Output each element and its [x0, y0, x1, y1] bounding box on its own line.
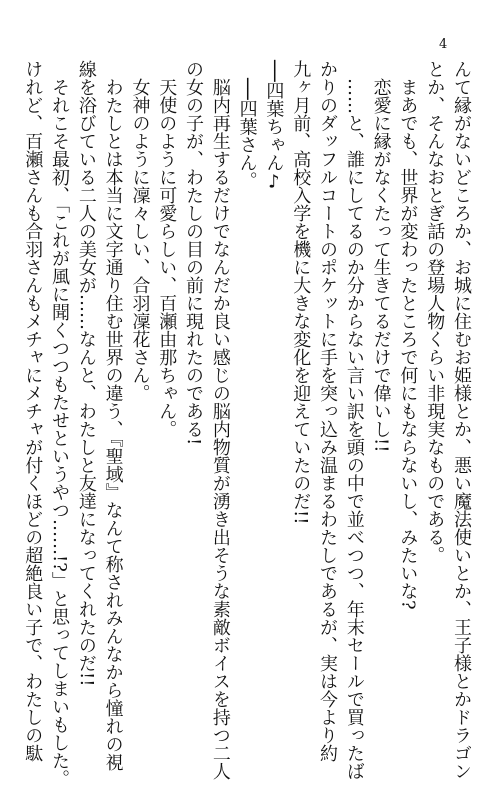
text-line: んて縁がないどころか、お城に住むお姫様とか、悪い魔法使いとか、王子様とかドラゴン — [451, 60, 472, 780]
text-line: 天使のように可愛らしい、百瀬由那ちゃん。 — [156, 78, 178, 438]
text-line: まあでも、世界が変わったところで何にもならないし、みたいな? — [397, 78, 419, 610]
text-line: 女神のように凜々しい、合羽凜花さん。 — [129, 78, 151, 402]
text-line: けれど、百瀬さんも合羽さんもメチャにメチャが付くほどの超絶良い子で、わたしの駄 — [22, 60, 44, 762]
text-line: 九ヶ月前、高校入学を機に大きな変化を迎えていたのだ!! — [290, 60, 312, 525]
text-line: かりのダッフルコートのポケットに手を突っ込み温まるわたしであるが、実は今より約 — [317, 60, 339, 762]
text-line: ──四葉さん。 — [236, 78, 258, 190]
text-line: それこそ最初、「これが風に聞くつつもたせというやつ……!?」と思ってしまいもした。 — [49, 78, 71, 788]
vertical-text-body — [22, 60, 474, 788]
text-line: とか、そんなおとぎ話の登場人物くらい非現実なものである。 — [424, 60, 446, 564]
text-line: ……と、誰にしてるのか分からない言い訳を頭の中で並べつつ、年末セールで買ったば — [343, 78, 365, 780]
text-line: わたしとは本当に文字通り住む世界の違う、『聖域』なんて称されみんなから憧れの視 — [102, 78, 124, 771]
text-line: 脳内再生するだけでなんだか良い感じの脳内物質が湧き出そうな素敵ボイスを持つ二人 — [209, 78, 231, 780]
text-line: の女の子が、わたしの目の前に現れたのである! — [183, 60, 205, 446]
text-line: ──四葉ちゃん♪ — [263, 60, 285, 193]
text-line: 線を浴びている二人の美女が……なんと、わたしと友達になってくれたのだ!! — [75, 60, 97, 687]
page-number: 4 — [439, 37, 448, 52]
text-line: 恋愛に縁がなくたって生きてるだけで偉いし!! — [370, 78, 392, 453]
